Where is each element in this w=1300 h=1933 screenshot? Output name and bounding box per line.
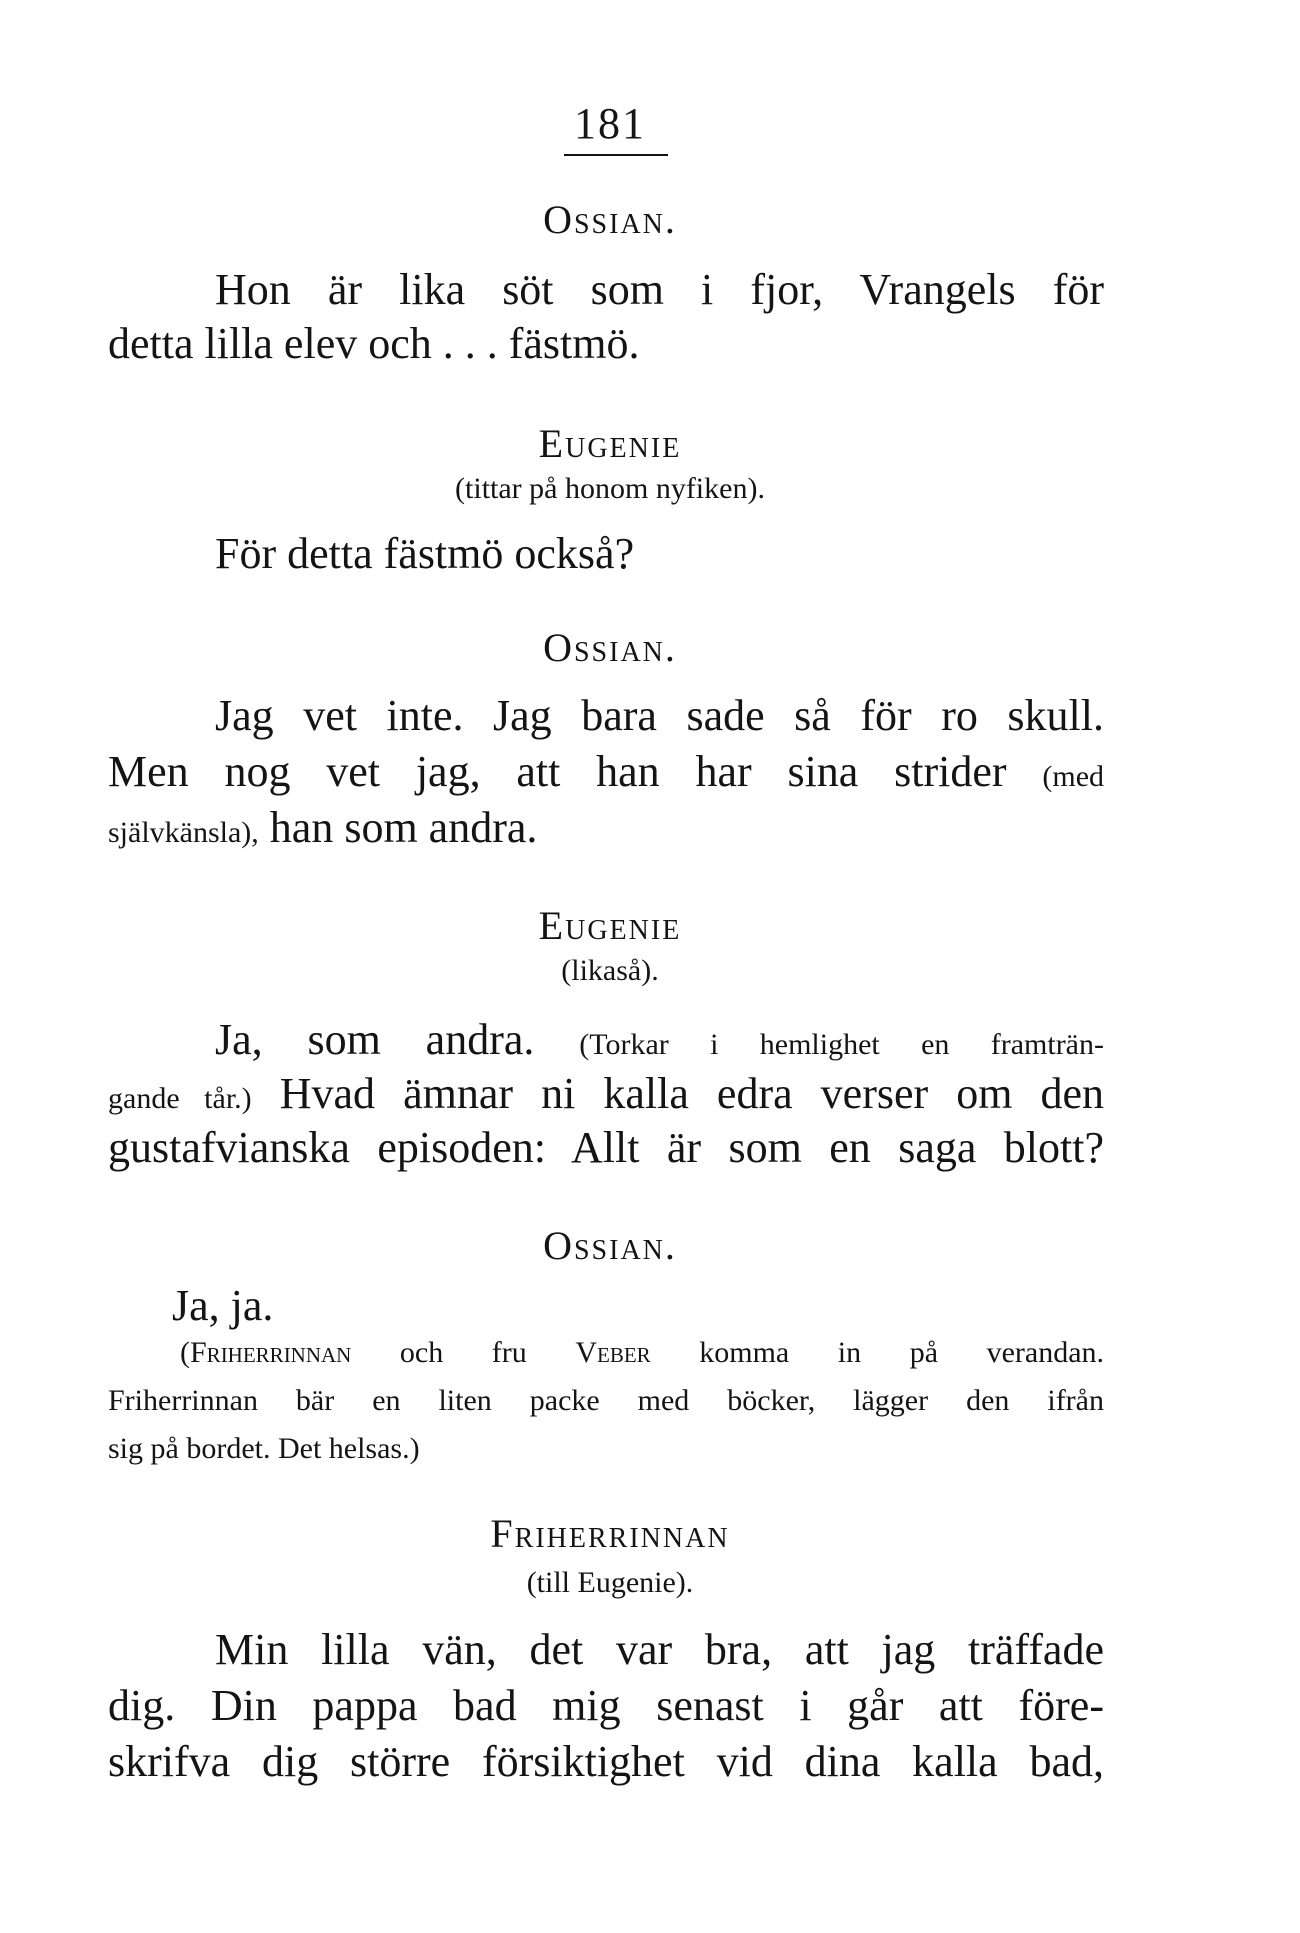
speaker-eugenie: Eugenie <box>538 421 682 466</box>
stage-direction-line: Friherrinnan bär en liten packe med böcker, lägger den ifrån <box>108 1384 1104 1417</box>
dialogue-text: Hvad ämnar ni kalla edra verser om den <box>279 1069 1105 1118</box>
page-number: 181 <box>574 99 646 148</box>
stage-direction: (till Eugenie). <box>526 1566 694 1599</box>
dialogue-line: Hon är lika söt som i fjor, Vrangels för <box>215 265 1104 314</box>
speaker-ossian: Ossian. <box>543 1223 677 1268</box>
dialogue-line: dig. Din pappa bad mig senast i går att före- <box>108 1681 1104 1730</box>
character-name: Veber <box>575 1336 651 1369</box>
stage-aside: (med <box>1042 760 1105 793</box>
speaker-friherrinnan: Friherrinnan <box>490 1511 730 1556</box>
dialogue-line <box>215 1015 1104 1064</box>
stage-text: och fru <box>399 1336 527 1369</box>
dialogue-line: skrifva dig större försiktighet vid dina kalla bad, <box>108 1737 1104 1786</box>
stage-direction: (likaså). <box>561 954 659 987</box>
character-name: Friherrinnan <box>190 1336 352 1369</box>
speaker-eugenie: Eugenie <box>538 903 682 948</box>
stage-direction: (tittar på honom nyfiken). <box>455 472 765 505</box>
dialogue-line: Min lilla vän, det var bra, att jag träffade <box>215 1625 1104 1674</box>
dialogue-line: detta lilla elev och . . . fästmö. <box>108 319 640 368</box>
dialogue-line <box>108 1069 1105 1118</box>
dialogue-line: gustafvianska episoden: Allt är som en saga blott? <box>108 1123 1104 1172</box>
stage-direction-line: sig på bordet. Det helsas.) <box>108 1432 420 1465</box>
dialogue-line: Jag vet inte. Jag bara sade så för ro skull. <box>215 691 1104 740</box>
dialogue-line: För detta fästmö också? <box>215 529 635 578</box>
dialogue-text: Ja, som andra. <box>215 1015 535 1064</box>
stage-paren: ( <box>180 1336 190 1369</box>
dialogue-text: han som andra. <box>269 803 538 852</box>
stage-aside: gande tår.) <box>108 1082 252 1115</box>
stage-direction-line <box>180 1338 1104 1368</box>
dialogue-line: Ja, ja. <box>172 1281 274 1330</box>
dialogue-text: Men nog vet jag, att han har sina strider <box>108 747 1007 796</box>
stage-aside: (Torkar i hemlighet en framträn- <box>579 1028 1104 1061</box>
stage-text: komma in på verandan. <box>699 1336 1105 1369</box>
speaker-ossian: Ossian. <box>543 625 677 670</box>
page-number-rule <box>564 154 668 156</box>
dialogue-line <box>108 803 538 852</box>
speaker-ossian: Ossian. <box>543 197 677 242</box>
stage-aside: självkänsla), <box>108 816 259 849</box>
dialogue-line <box>108 747 1105 796</box>
